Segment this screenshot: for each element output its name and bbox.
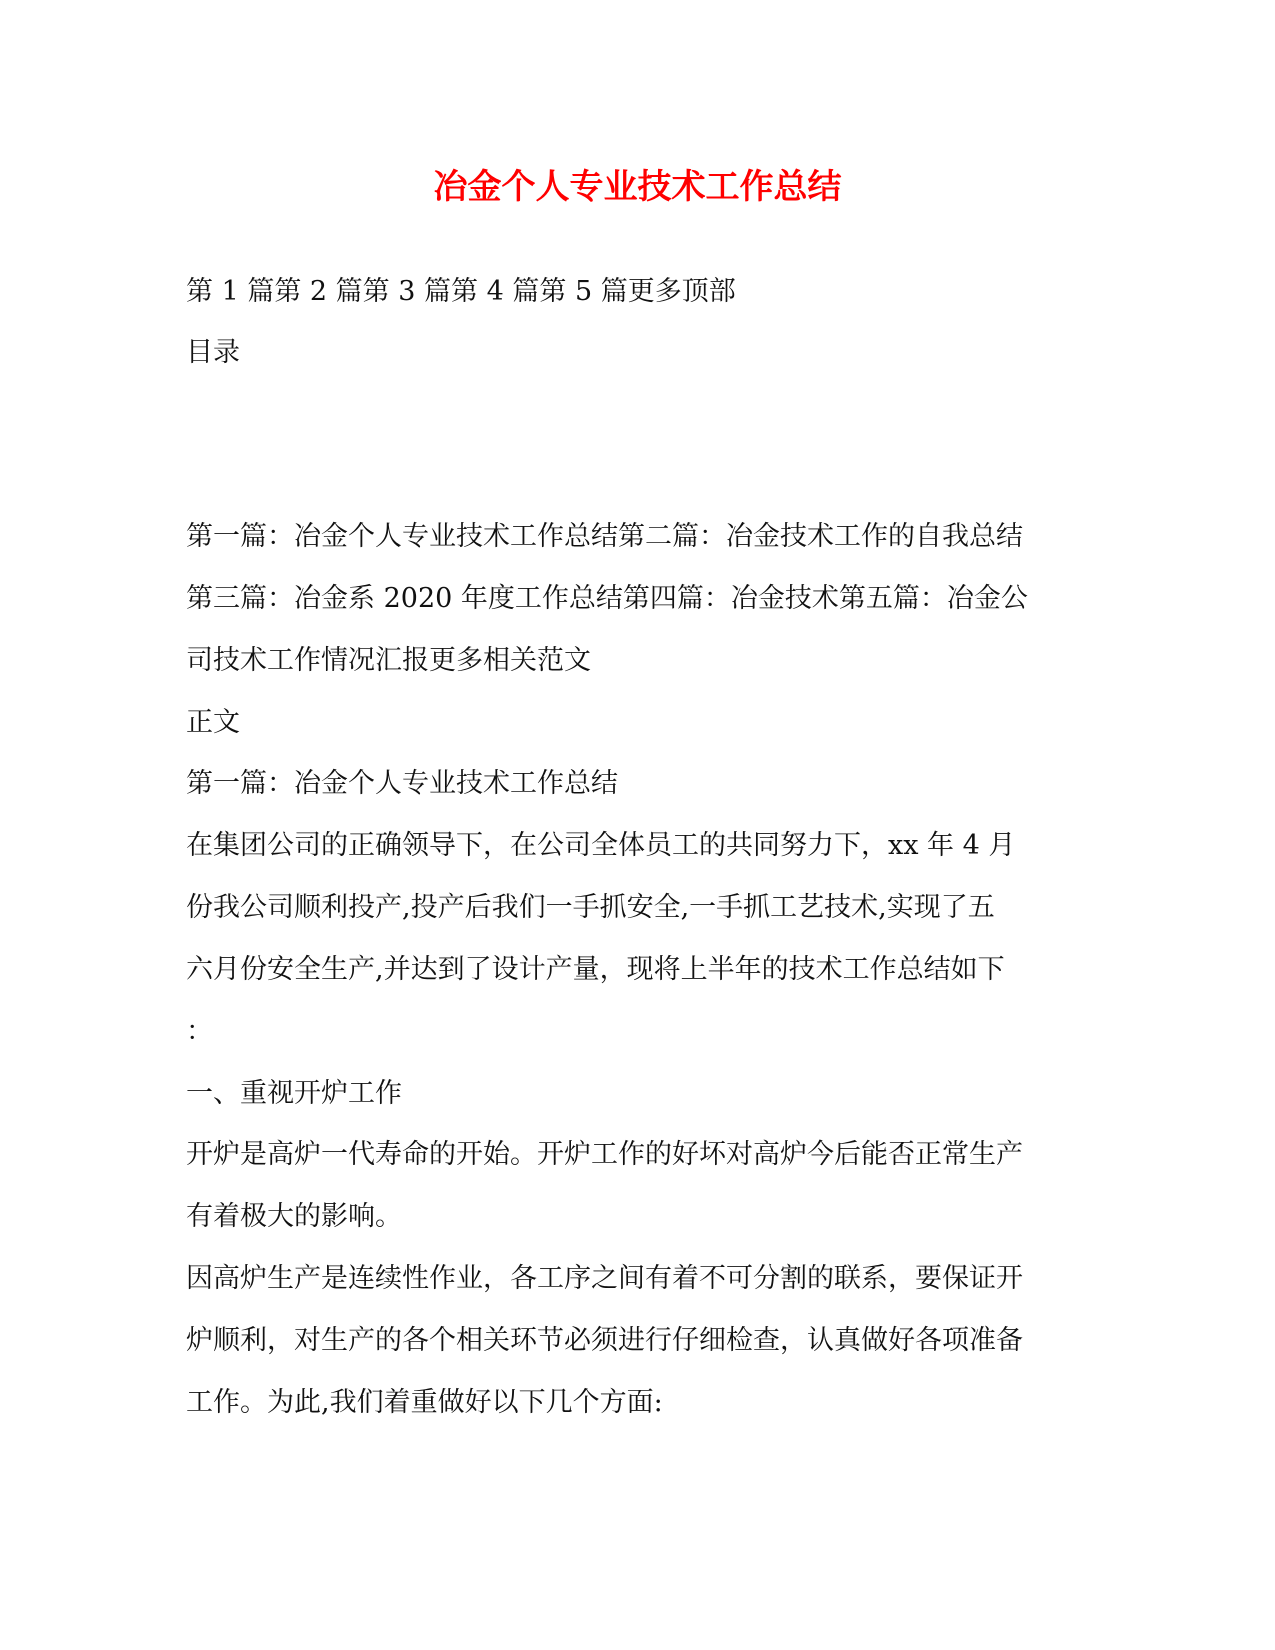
toc-line: 司技术工作情况汇报更多相关范文 [186,645,591,676]
section-heading: 一、重视开炉工作 [186,1078,402,1109]
intro-line: 在集团公司的正确领导下，在公司全体员工的共同努力下，xx 年 4 月 [186,830,1016,861]
toc-line: 第三篇：冶金系 2020 年度工作总结第四篇：冶金技术第五篇：冶金公 [186,583,1028,614]
toc-heading: 目录 [186,337,240,368]
paragraph-line: 有着极大的影响。 [186,1201,402,1232]
paragraph-line: 工作。为此,我们着重做好以下几个方面: [186,1387,663,1418]
body-heading: 正文 [186,707,240,738]
intro-line: 份我公司顺利投产,投产后我们一手抓安全,一手抓工艺技术,实现了五 [186,892,995,923]
article-title: 第一篇：冶金个人专业技术工作总结 [186,768,618,799]
paragraph-line: 因高炉生产是连续性作业，各工序之间有着不可分割的联系，要保证开 [186,1263,1023,1294]
paragraph-line: 炉顺利，对生产的各个相关环节必须进行仔细检查，认真做好各项准备 [186,1325,1023,1356]
nav-links: 第 1 篇第 2 篇第 3 篇第 4 篇第 5 篇更多顶部 [186,276,736,307]
intro-line: ： [186,1016,213,1047]
document-title: 冶金个人专业技术工作总结 [433,167,842,207]
intro-line: 六月份安全生产,并达到了设计产量，现将上半年的技术工作总结如下 [186,954,1005,985]
toc-line: 第一篇：冶金个人专业技术工作总结第二篇：冶金技术工作的自我总结 [186,521,1023,552]
paragraph-line: 开炉是高炉一代寿命的开始。开炉工作的好坏对高炉今后能否正常生产 [186,1139,1023,1170]
